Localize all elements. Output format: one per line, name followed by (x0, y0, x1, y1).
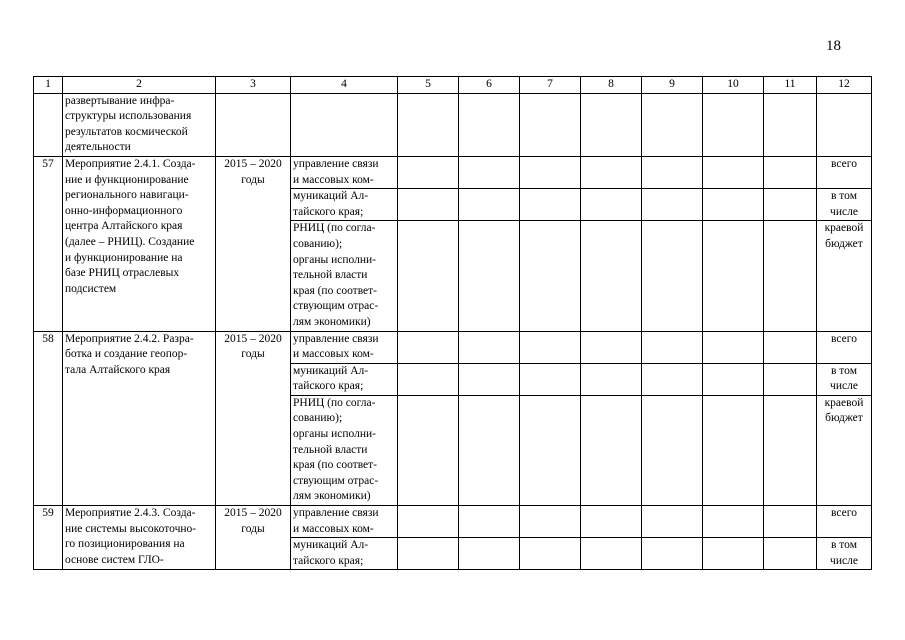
executor: управление связи и массовых ком- (291, 506, 398, 538)
column-number: 1 (34, 77, 63, 94)
funding-source-total: всего (817, 506, 872, 538)
funding-source-including: в том числе (817, 189, 872, 221)
table-row-continuation (34, 93, 872, 156)
column-number: 7 (520, 77, 581, 94)
executor: муникаций Ал- тайского края; (291, 538, 398, 570)
table-row (34, 331, 872, 363)
table-row (34, 156, 872, 188)
column-number: 5 (398, 77, 459, 94)
column-number: 12 (817, 77, 872, 94)
funding-source-total: всего (817, 156, 872, 188)
implementation-period: 2015 – 2020 годы (216, 156, 291, 331)
column-number: 11 (764, 77, 817, 94)
column-number: 10 (703, 77, 764, 94)
executor: муникаций Ал- тайского края; (291, 363, 398, 395)
implementation-period: 2015 – 2020 годы (216, 331, 291, 506)
executor: управление связи и массовых ком- (291, 331, 398, 363)
funding-source-regional-budget: краевой бюджет (817, 221, 872, 331)
executor: муникаций Ал- тайского края; (291, 189, 398, 221)
implementation-period: 2015 – 2020 годы (216, 506, 291, 570)
activity-name: Мероприятие 2.4.1. Созда- ние и функционирование регионального навигаци- онно-информационного центра Алтайского края (далее – РНИЦ). Создание и функционирование на базе РНИЦ отраслевых подсистем (63, 156, 216, 331)
activity-name: Мероприятие 2.4.2. Разра- ботка и создание геопор- тала Алтайского края (63, 331, 216, 506)
row-number: 59 (34, 506, 63, 570)
column-number: 4 (291, 77, 398, 94)
funding-source-total: всего (817, 331, 872, 363)
table-row (34, 506, 872, 538)
activity-name: Мероприятие 2.4.3. Созда- ние системы высокоточно- го позиционирования на основе систем ГЛО- (63, 506, 216, 570)
page-number: 18 (826, 38, 841, 54)
row-number: 58 (34, 331, 63, 506)
row-number: 57 (34, 156, 63, 331)
executor: РНИЦ (по согла- сованию); органы исполни- тельной власти края (по соответ- ствующим отрас- лям экономики) (291, 221, 398, 331)
program-activities-table (33, 76, 872, 570)
column-number: 6 (459, 77, 520, 94)
funding-source-regional-budget: краевой бюджет (817, 395, 872, 505)
activity-name: развертывание инфра- структуры использования результатов космической деятельности (63, 93, 216, 156)
funding-source-including: в том числе (817, 538, 872, 570)
executor: управление связи и массовых ком- (291, 156, 398, 188)
funding-source-including: в том числе (817, 363, 872, 395)
executor: РНИЦ (по согла- сованию); органы исполни- тельной власти края (по соответ- ствующим отрас- лям экономики) (291, 395, 398, 505)
column-number: 9 (642, 77, 703, 94)
column-number: 3 (216, 77, 291, 94)
column-number-row (34, 77, 872, 94)
column-number: 8 (581, 77, 642, 94)
column-number: 2 (63, 77, 216, 94)
